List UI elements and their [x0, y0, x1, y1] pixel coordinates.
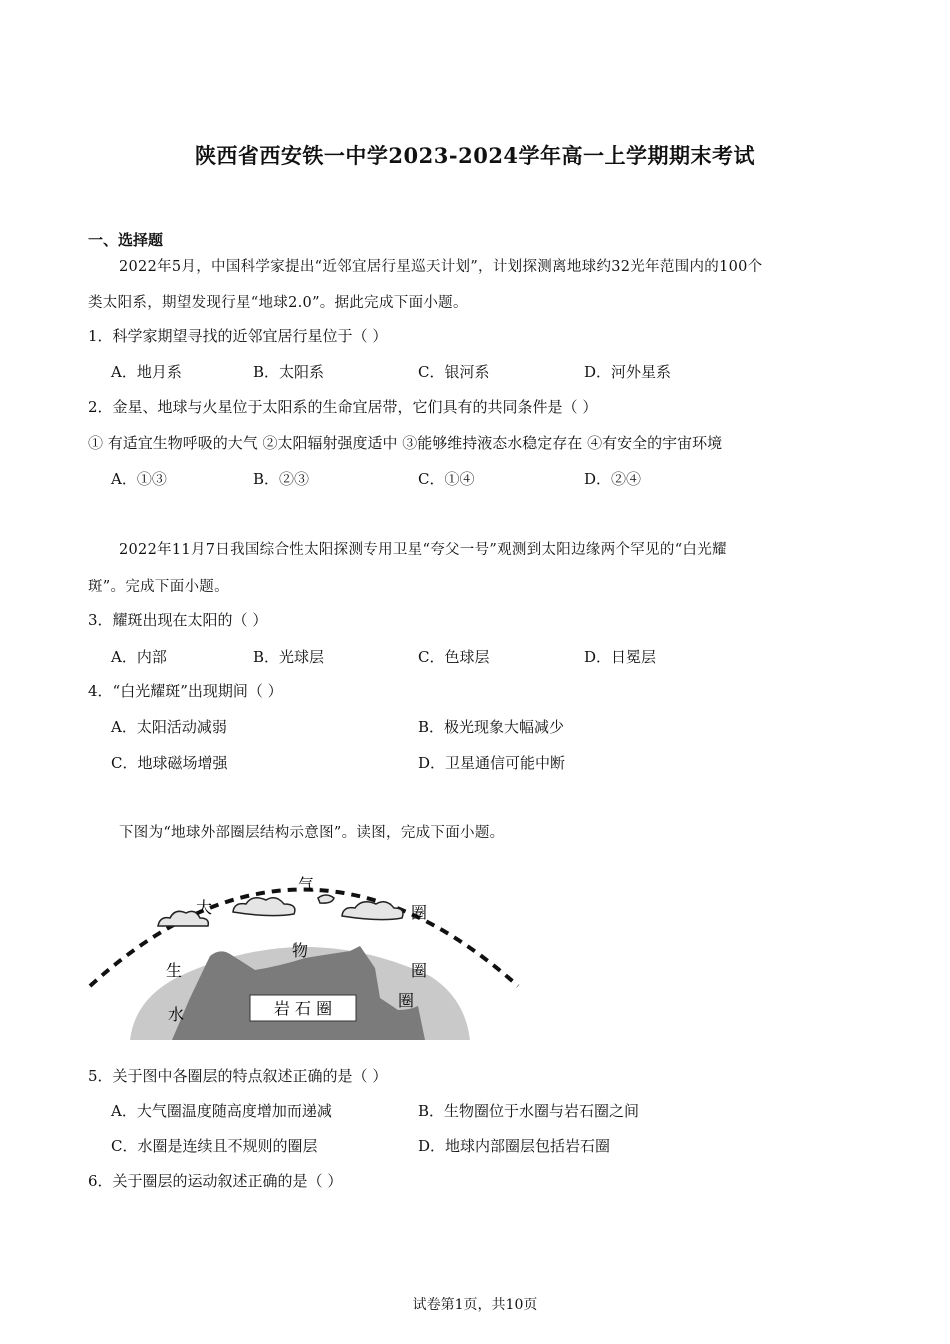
question-2-option-c: C．①④: [418, 470, 475, 488]
section-heading: 一、选择题: [88, 231, 164, 249]
label-atmosphere-1: 大: [196, 898, 213, 917]
question-1-option-a: A．地月系: [111, 363, 182, 381]
label-biosphere-3: 圈: [411, 961, 428, 980]
question-1-option-c: C．银河系: [418, 363, 490, 381]
label-biosphere-1: 生: [166, 961, 183, 980]
question-4-option-d: D．卫星通信可能中断: [418, 754, 566, 772]
question-2-statements: ① 有适宜生物呼吸的大气 ②太阳辐射强度适中 ③能够维持液态水稳定存在 ④有安全的宇宙环境: [88, 434, 723, 452]
passage-2-line-2: 斑”。完成下面小题。: [88, 579, 229, 595]
cloud-icon: [158, 895, 403, 926]
question-5-option-b: B．生物圈位于水圈与岩石圈之间: [418, 1102, 640, 1120]
question-2-stem: 2．金星、地球与火星位于太阳系的生命宜居带，它们具有的共同条件是（ ）: [88, 398, 598, 416]
question-5-option-a: A．大气圈温度随高度增加而递减: [111, 1102, 332, 1120]
question-3-option-c: C．色球层: [418, 648, 490, 666]
question-2-option-b: B．②③: [253, 470, 310, 488]
question-4-option-b: B．极光现象大幅减少: [418, 718, 565, 736]
earth-spheres-diagram: [80, 848, 530, 1048]
passage-1-line-1: 2022年5月，中国科学家提出“近邻宜居行星巡天计划”，计划探测离地球约32光年范围内的100个: [119, 259, 763, 275]
label-hydrosphere-2: 圈: [398, 991, 415, 1010]
label-lithosphere: 岩 石 圈: [273, 999, 333, 1018]
question-4-option-a: A．太阳活动减弱: [111, 718, 227, 736]
question-1-option-b: B．太阳系: [253, 363, 325, 381]
question-1-stem: 1．科学家期望寻找的近邻宜居行星位于（ ）: [88, 327, 388, 345]
question-5-option-c: C．水圈是连续且不规则的圈层: [111, 1137, 318, 1155]
question-2-option-d: D．②④: [584, 470, 642, 488]
label-atmosphere-2: 气: [298, 875, 315, 894]
question-6-stem: 6．关于圈层的运动叙述正确的是（ ）: [88, 1172, 343, 1190]
question-2-option-a: A．①③: [111, 470, 167, 488]
question-1-option-d: D．河外星系: [584, 363, 672, 381]
passage-3: 下图为“地球外部圈层结构示意图”。读图，完成下面小题。: [119, 825, 505, 841]
question-3-option-b: B．光球层: [253, 648, 325, 666]
question-4-stem: 4．“白光耀斑”出现期间（ ）: [88, 682, 283, 700]
page-footer: 试卷第1页，共10页: [412, 1297, 538, 1313]
question-5-option-d: D．地球内部圈层包括岩石圈: [418, 1137, 611, 1155]
question-3-option-a: A．内部: [111, 648, 167, 666]
question-3-stem: 3．耀斑出现在太阳的（ ）: [88, 611, 268, 629]
passage-2-line-1: 2022年11月7日我国综合性太阳探测专用卫星“夸父一号”观测到太阳边缘两个罕见的“白光耀: [119, 542, 727, 558]
passage-1-line-2: 类太阳系，期望发现行星“地球2.0”。据此完成下面小题。: [88, 295, 468, 311]
label-atmosphere-3: 圈: [411, 903, 428, 922]
label-biosphere-2: 物: [292, 941, 309, 960]
page-title: 陕西省西安铁一中学2023-2024学年高一上学期期末考试: [194, 143, 756, 168]
question-5-stem: 5．关于图中各圈层的特点叙述正确的是（ ）: [88, 1067, 388, 1085]
question-4-option-c: C．地球磁场增强: [111, 754, 228, 772]
label-hydrosphere: 水: [168, 1005, 185, 1024]
question-3-option-d: D．日冕层: [584, 648, 657, 666]
